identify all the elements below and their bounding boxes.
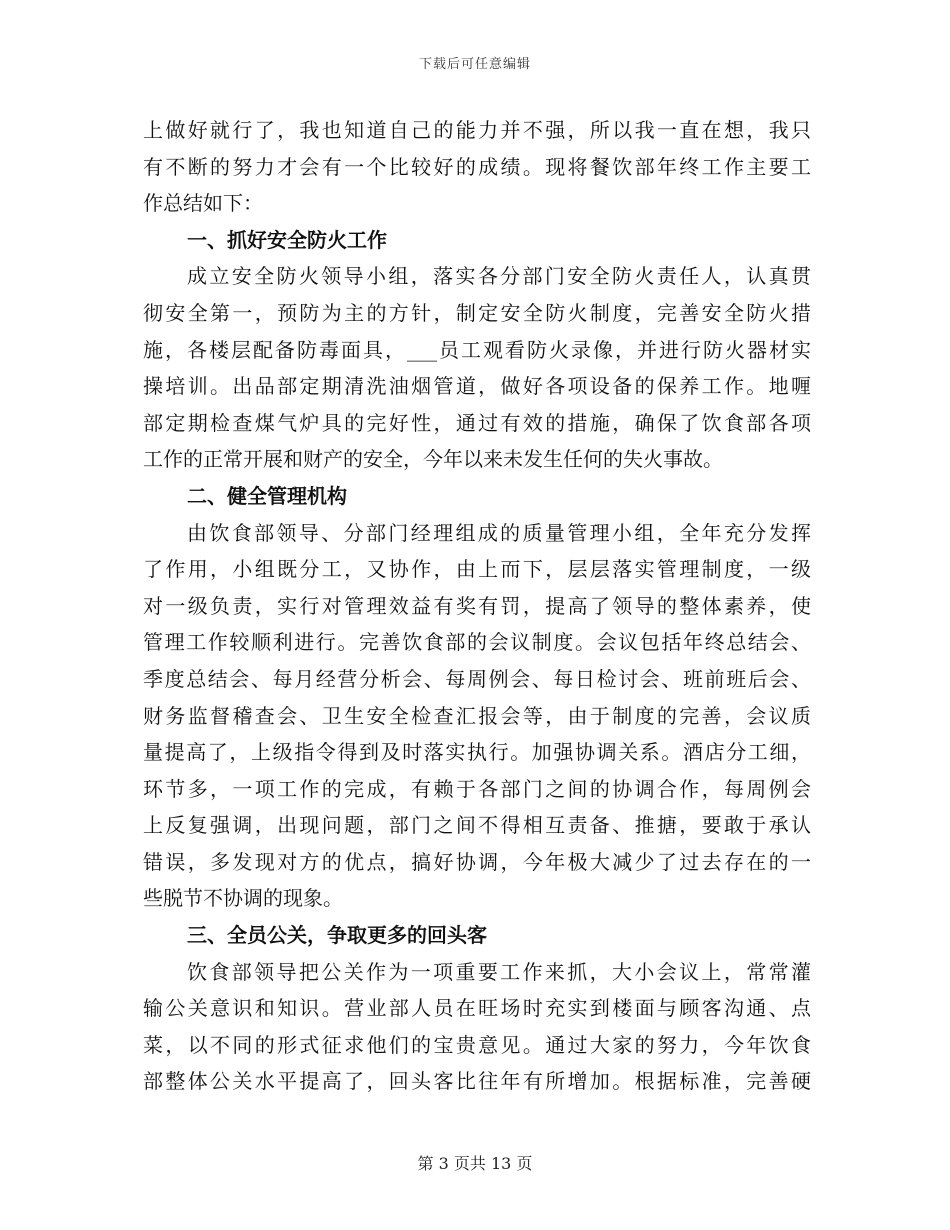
body-line: 作总结如下：: [143, 191, 263, 216]
body-line: 上做好就行了，我也知道自己的能力并不强，所以我一直在想，我只: [143, 118, 811, 142]
body-line: 对一级负责，实行对管理效益有奖有罚，提高了领导的整体素养，使: [143, 593, 811, 618]
body-line: 量提高了，上级指令得到及时落实执行。加强协调关系。酒店分工细，: [143, 740, 811, 765]
section-heading: 二、健全管理机构: [187, 483, 347, 508]
section-heading: 一、抓好安全防火工作: [187, 227, 387, 252]
body-line: 菜，以不同的形式征求他们的宝贵意见。通过大家的努力，今年饮食: [143, 1032, 811, 1057]
body-line: 成立安全防火领导小组，落实各分部门安全防火责任人，认真贯: [187, 264, 811, 289]
body-line: 工作的正常开展和财产的安全，今年以来未发生任何的失火事故。: [143, 447, 723, 472]
body-line: 有不断的努力才会有一个比较好的成绩。现将餐饮部年终工作主要工: [143, 154, 811, 179]
section-heading: 三、全员公关，争取更多的回头客: [187, 923, 487, 948]
body-line: 错误，多发现对方的优点，搞好协调，今年极大减少了过去存在的一: [143, 849, 811, 874]
body-line: 财务监督稽查会、卫生安全检查汇报会等，由于制度的完善，会议质: [143, 703, 811, 728]
body-line: 输公关意识和知识。营业部人员在旺场时充实到楼面与顾客沟通、点: [143, 996, 811, 1021]
body-line: 了作用，小组既分工，又协作，由上而下，层层落实管理制度，一级: [143, 557, 811, 582]
page-header: 下载后可任意编辑: [418, 57, 531, 72]
body-line: 管理工作较顺利进行。完善饮食部的会议制度。会议包括年终总结会、: [143, 630, 811, 655]
body-line: 环节多，一项工作的完成，有赖于各部门之间的协调合作，每周例会: [143, 776, 811, 801]
body-line: 饮食部领导把公关作为一项重要工作来抓，大小会议上，常常灌: [187, 959, 811, 984]
body-line: 些脱节不协调的现象。: [143, 886, 343, 911]
body-line: 上反复强调，出现问题，部门之间不得相互责备、推搪，要敢于承认: [143, 813, 811, 838]
body-line: 部定期检查煤气炉具的完好性，通过有效的措施，确保了饮食部各项: [143, 410, 811, 435]
page-number: 第 3 页共 13 页: [417, 1154, 533, 1173]
body-line: 操培训。出品部定期清洗油烟管道，做好各项设备的保养工作。地喱: [143, 374, 811, 399]
document-body: [143, 112, 811, 1100]
body-line: 由饮食部领导、分部门经理组成的质量管理小组，全年充分发挥: [187, 520, 811, 545]
body-line: 部整体公关水平提高了，回头客比往年有所增加。根据标准，完善硬: [143, 1069, 811, 1094]
body-line: 施，各楼层配备防毒面具，___员工观看防火录像，并进行防火器材实: [143, 337, 811, 362]
body-line: 季度总结会、每月经营分析会、每周例会、每日检讨会、班前班后会、: [143, 666, 811, 691]
body-line: 彻安全第一，预防为主的方针，制定安全防火制度，完善安全防火措: [143, 300, 811, 325]
